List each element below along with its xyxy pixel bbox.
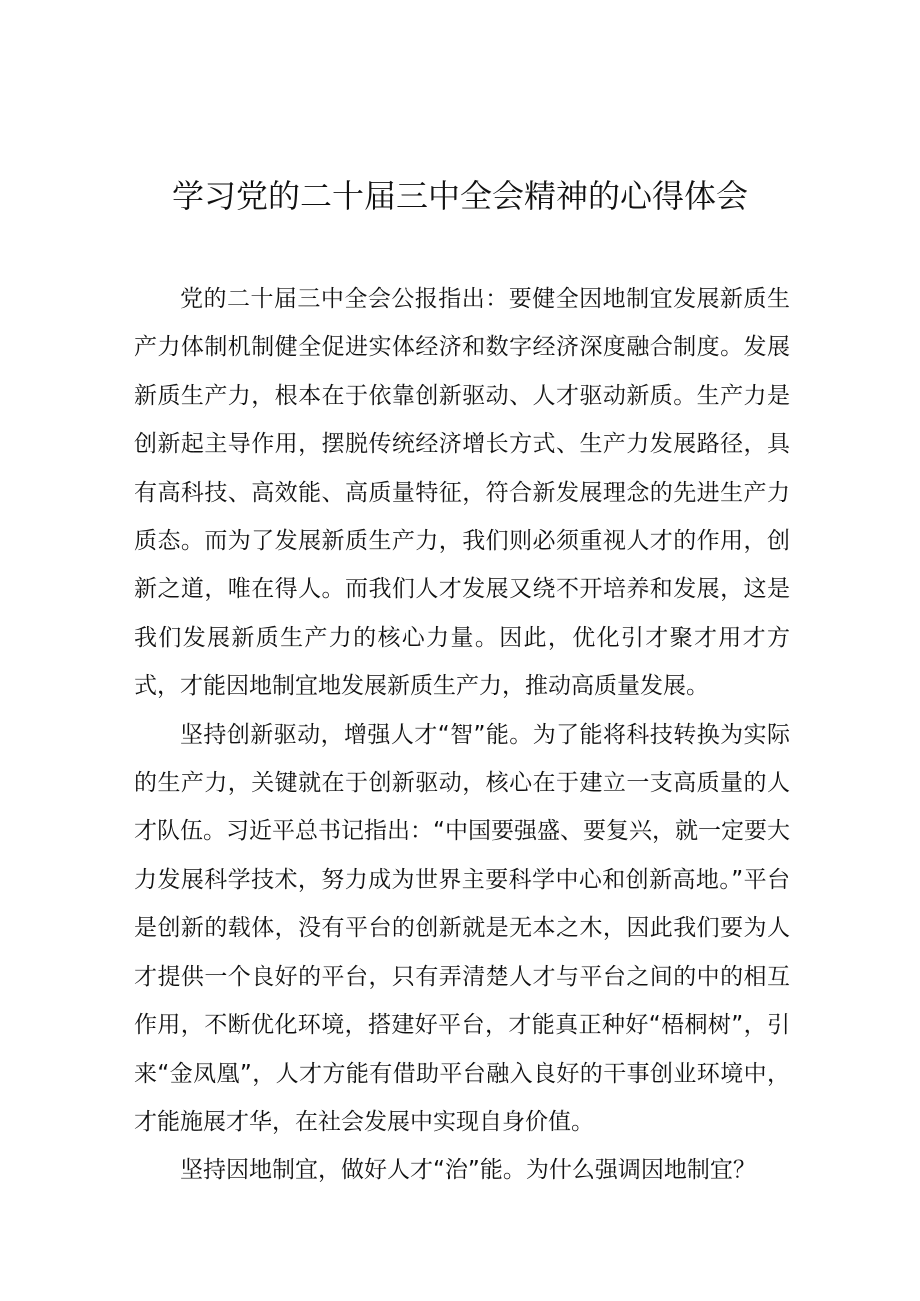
document-title: 学习党的二十届三中全会精神的心得体会 xyxy=(171,177,748,215)
document-body xyxy=(134,275,790,1195)
paragraph-1: 党的二十届三中全会公报指出：要健全因地制宜发展新质生产力体制机制健全促进实体经济和数字经济深度融合制度。发展新质生产力，根本在于依靠创新驱动、人才驱动新质。生产力是创新起主导作用，摆脱传统经济增长方式、生产力发展路径，具有高科技、高效能、高质量特征，符合新发展理念的先进生产力质态。而为了发展新质生产力，我们则必须重视人才的作用，创新之道，唯在得人。而我们人才发展又绕不开培养和发展，这是我们发展新质生产力的核心力量。因此，优化引才聚才用才方式，才能因地制宜地发展新质生产力，推动高质量发展。 xyxy=(134,286,790,700)
paragraph-3: 坚持因地制宜，做好人才“治”能。为什么强调因地制宜？ xyxy=(180,1157,756,1184)
paragraph-2: 坚持创新驱动，增强人才“智”能。为了能将科技转换为实际的生产力，关键就在于创新驱动，核心在于建立一支高质量的人才队伍。习近平总书记指出：“中国要强盛、要复兴，就一定要大力发展科学技术，努力成为世界主要科学中心和创新高地。”平台是创新的载体，没有平台的创新就是无本之木，因此我们要为人才提供一个良好的平台，只有弄清楚人才与平台之间的中的相互作用，不断优化环境，搭建好平台，才能真正种好“梧桐树”，引来“金凤凰”，人才方能有借助平台融入良好的干事创业环境中，才能施展才华，在社会发展中实现自身价值。 xyxy=(134,721,790,1135)
